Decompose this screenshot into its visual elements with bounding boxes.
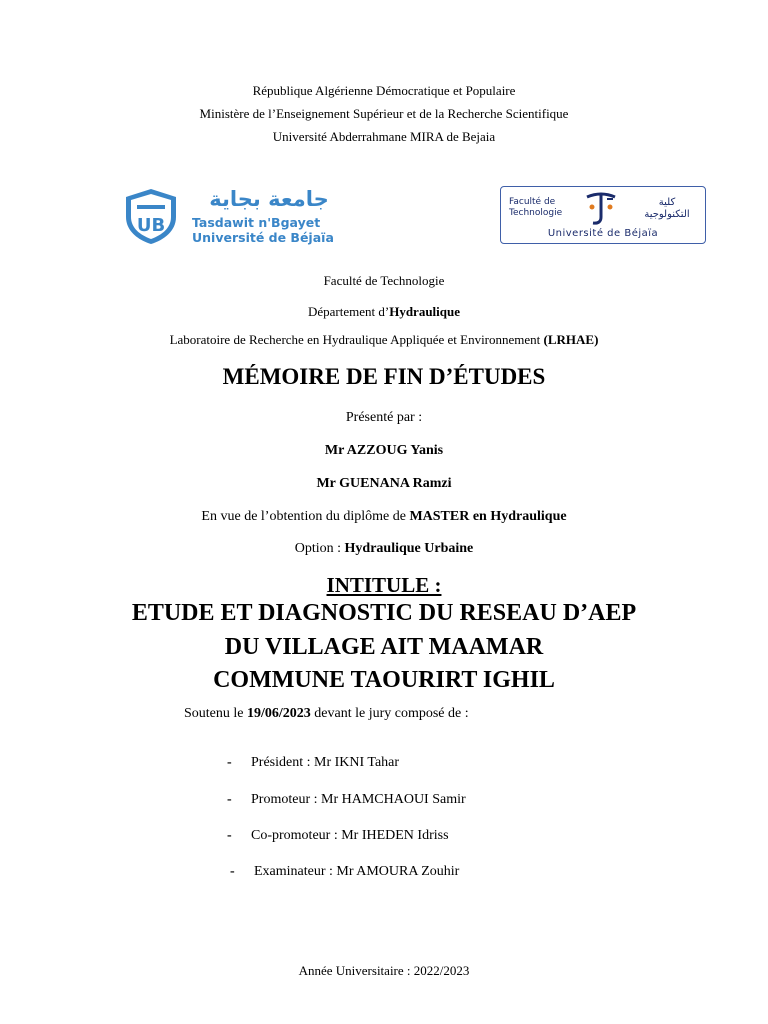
diploma: En vue de l’obtention du diplôme de MASTER en Hydraulique bbox=[201, 509, 567, 524]
faculty-name: Faculté de Technologie bbox=[323, 273, 445, 288]
thesis-title-line-3: COMMUNE TAOURIRT IGHIL bbox=[213, 667, 555, 693]
intitule-label: INTITULE : bbox=[326, 573, 442, 597]
laboratory: Laboratoire de Recherche en Hydraulique Appliquée et Environnement (LRHAE) bbox=[169, 332, 599, 347]
header-ministry: Ministère de l’Enseignement Supérieur et de la Recherche Scientifique bbox=[199, 106, 569, 121]
faculty-emblem-icon bbox=[581, 191, 621, 227]
faculty-logo-french: Faculté de Technologie bbox=[509, 197, 563, 218]
option: Option : Hydraulique Urbaine bbox=[294, 541, 474, 556]
university-logo bbox=[122, 185, 342, 250]
presented-by: Présenté par : bbox=[345, 410, 423, 425]
university-berber-name: Tasdawit n'Bgayet bbox=[192, 215, 321, 230]
university-arabic-name: جامعة بجاية bbox=[209, 187, 329, 211]
faculty-logo-university: Université de Béjaïa bbox=[547, 228, 659, 239]
memoire-title: MÉMOIRE DE FIN D’ÉTUDES bbox=[222, 364, 546, 389]
university-french-name: Université de Béjaïa bbox=[192, 230, 334, 245]
academic-year: Année Universitaire : 2022/2023 bbox=[298, 963, 470, 978]
university-shield-icon bbox=[122, 187, 180, 245]
author-2: Mr GUENANA Ramzi bbox=[316, 476, 452, 491]
author-1: Mr AZZOUG Yanis bbox=[324, 443, 444, 458]
defense-statement: Soutenu le 19/06/2023 devant le jury composé de : bbox=[184, 706, 469, 721]
department: Département d’Hydraulique bbox=[307, 304, 460, 319]
header-university: Université Abderrahmane MIRA de Bejaia bbox=[272, 129, 496, 144]
thesis-title-line-2: DU VILLAGE AIT MAAMAR bbox=[224, 634, 544, 660]
thesis-title-line-1: ETUDE ET DIAGNOSTIC DU RESEAU D’AEP bbox=[131, 600, 637, 626]
faculty-logo-arabic: كلية التكنولوجية bbox=[644, 197, 690, 220]
header-republic: République Algérienne Démocratique et Populaire bbox=[252, 83, 516, 98]
svg-text:UB: UB bbox=[136, 215, 166, 236]
faculty-logo bbox=[500, 186, 706, 244]
jury-examinateur: - Examinateur : Mr AMOURA Zouhir bbox=[230, 864, 460, 879]
jury-president: - Président : Mr IKNI Tahar bbox=[227, 755, 400, 770]
jury-co-promoteur: - Co-promoteur : Mr IHEDEN Idriss bbox=[227, 828, 449, 843]
jury-promoteur: - Promoteur : Mr HAMCHAOUI Samir bbox=[227, 792, 466, 807]
